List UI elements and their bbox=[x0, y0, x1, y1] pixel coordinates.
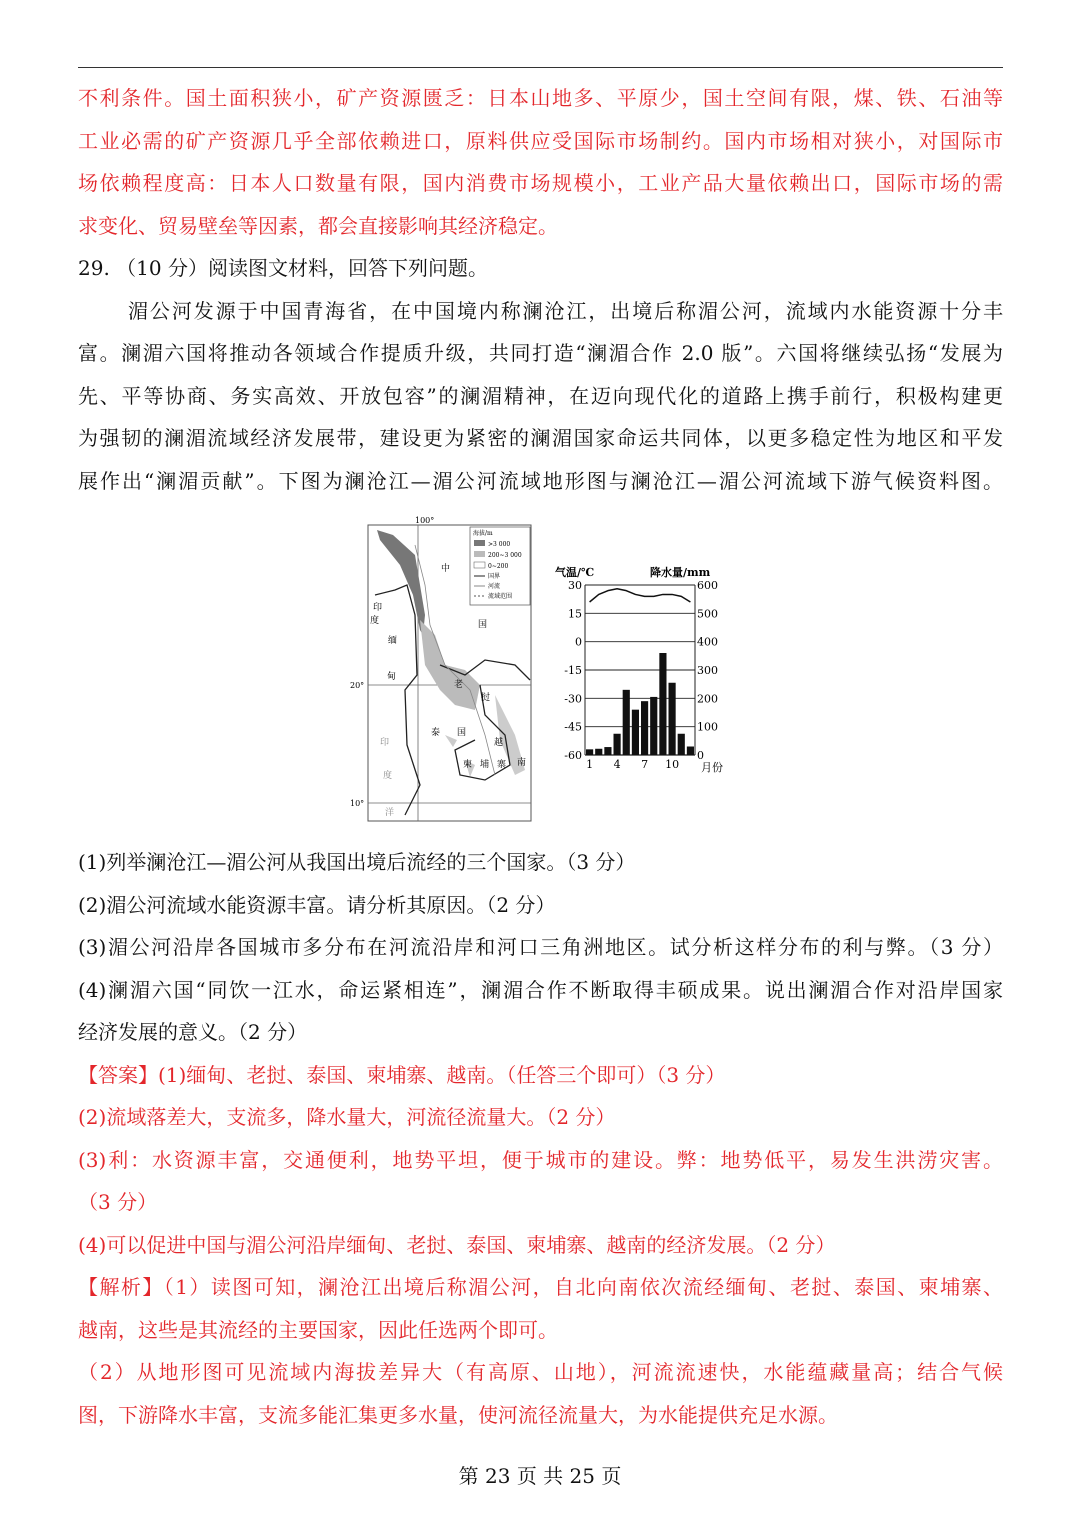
y-tick-label: 30 bbox=[568, 579, 582, 592]
y2-tick-label: 200 bbox=[697, 692, 718, 706]
text-line: 富。澜湄六国将推动各领域合作提质升级，共同打造“澜湄合作 2.0 版”。六国将继续弘扬“发展为 bbox=[78, 341, 1003, 365]
place-label: 甸 bbox=[387, 672, 397, 682]
x-axis-label: 月份 bbox=[701, 761, 723, 774]
text-line: 湄公河发源于中国青海省，在中国境内称澜沧江，出境后称湄公河，流域内水能资源十分丰 bbox=[128, 298, 1003, 323]
answer-line: (4)可以促进中国与湄公河沿岸缅甸、老挝、泰国、柬埔寨、越南的经济发展。（2 分） bbox=[78, 1232, 836, 1257]
y2-tick-label: 500 bbox=[697, 607, 718, 621]
x-tick-label: 10 bbox=[665, 758, 680, 771]
latitude-label: 20° bbox=[350, 681, 365, 690]
question-header: 29. （10 分）阅读图文材料，回答下列问题。 bbox=[78, 256, 488, 280]
y2-tick-label: 600 bbox=[697, 579, 718, 592]
precip-bar bbox=[641, 701, 648, 755]
place-label: 老 bbox=[454, 680, 464, 690]
text-line: 先、平等协商、务实高效、开放包容”的澜湄精神，在迈向现代化的道路上携手前行，积极构建更 bbox=[78, 383, 1003, 408]
y-axis-label: 气温/℃ bbox=[555, 566, 595, 579]
place-label: 印 bbox=[380, 738, 390, 748]
legend-item: 流域范围 bbox=[488, 593, 513, 600]
previous-answer bbox=[78, 77, 1003, 502]
y-tick-label: -30 bbox=[564, 692, 582, 706]
question-item: (1)列举澜沧江—湄公河从我国出境后流经的三个国家。（3 分） bbox=[78, 850, 636, 874]
text-line: 场依赖程度高：日本人口数量有限，国内消费市场规模小，工业产品大量依赖出口，国际市场的需 bbox=[78, 171, 1003, 195]
answer-line: 【答案】(1)缅甸、老挝、泰国、柬埔寨、越南。（任答三个即可）（3 分） bbox=[78, 1062, 726, 1087]
place-label: 洋 bbox=[385, 808, 395, 818]
y-tick-label: 0 bbox=[575, 635, 582, 649]
precip-bar bbox=[595, 749, 602, 755]
place-label: 度 bbox=[370, 616, 380, 626]
place-label: 埔 bbox=[480, 760, 490, 770]
header-rule bbox=[78, 67, 1003, 68]
text-line: 展作出“澜湄贡献”。下图为澜沧江—湄公河流域地形图与澜沧江—湄公河流域下游气候资料图。 bbox=[78, 468, 1003, 493]
place-label: 寨 bbox=[497, 760, 507, 770]
place-label: 柬 bbox=[463, 760, 473, 770]
legend-item: >3 000 bbox=[488, 541, 511, 548]
analysis-line: 越南，这些是其流经的主要国家，因此任选两个即可。 bbox=[78, 1317, 558, 1342]
x-tick-label: 7 bbox=[641, 758, 649, 771]
y2-tick-label: 100 bbox=[697, 720, 718, 734]
page-footer: 第 23 页 共 25 页 bbox=[458, 1464, 622, 1488]
y-tick-label: -15 bbox=[564, 664, 582, 677]
temperature-line bbox=[590, 589, 691, 602]
place-label: 印 bbox=[373, 603, 383, 613]
analysis-line: 图，下游降水丰富，支流多能汇集更多水量，使河流径流量大，为水能提供充足水源。 bbox=[78, 1402, 838, 1427]
question-item: (4)澜湄六国“同饮一江水，命运紧相连”，澜湄合作不断取得丰硕成果。说出澜湄合作对沿岸国家 bbox=[78, 977, 1003, 1002]
precip-bar bbox=[678, 734, 685, 755]
latitude-label: 10° bbox=[350, 799, 365, 808]
legend-item: 200~3 000 bbox=[488, 552, 522, 559]
place-label: 越 bbox=[494, 738, 504, 748]
place-label: 泰 bbox=[431, 728, 441, 738]
precip-bar bbox=[650, 697, 657, 755]
question-item: (2)湄公河流域水能资源丰富。请分析其原因。（2 分） bbox=[78, 892, 556, 917]
answer-line: （3 分） bbox=[78, 1190, 158, 1214]
answer-line: (2)流域落差大，支流多，降水量大，河流径流量大。（2 分） bbox=[78, 1105, 616, 1129]
question-item: (3)湄公河沿岸各国城市多分布在河流沿岸和河口三角洲地区。试分析这样分布的利与弊。（3 分） bbox=[78, 935, 1003, 959]
climate-chart bbox=[555, 560, 735, 830]
text-line: 不利条件。国土面积狭小，矿产资源匮乏：日本山地多、平原少，国土空间有限，煤、铁、石油等 bbox=[78, 86, 1003, 110]
place-label: 挝 bbox=[481, 693, 491, 703]
answer-line: (3)利：水资源丰富，交通便利，地势平坦，便于城市的建设。弊：地势低平，易发生洪涝灾害。 bbox=[78, 1147, 1003, 1172]
text-line: 为强韧的澜湄流域经济发展带，建设更为紧密的澜湄国家命运共同体，以更多稳定性为地区和平发 bbox=[78, 426, 1003, 450]
questions bbox=[78, 841, 1003, 1436]
precip-bar bbox=[586, 749, 593, 755]
y2-tick-label: 300 bbox=[697, 664, 718, 677]
place-label: 缅 bbox=[388, 636, 398, 646]
x-tick-label: 1 bbox=[586, 758, 594, 771]
legend-item: 0~200 bbox=[488, 563, 509, 570]
y-tick-label: 15 bbox=[568, 607, 582, 621]
precip-bar bbox=[614, 734, 621, 755]
x-tick-label: 4 bbox=[613, 758, 621, 771]
place-label: 中 bbox=[441, 564, 451, 574]
place-label: 国 bbox=[478, 620, 488, 630]
precip-bar bbox=[659, 653, 666, 755]
figure bbox=[345, 515, 745, 827]
place-label: 南 bbox=[517, 758, 527, 768]
text-line: 工业必需的矿产资源几乎全部依赖进口，原料供应受国际市场制约。国内市场相对狭小，对国际市 bbox=[78, 128, 1003, 153]
precip-bar bbox=[604, 747, 611, 755]
precip-bar bbox=[623, 690, 630, 755]
precip-bar bbox=[632, 710, 639, 755]
longitude-label: 100° bbox=[415, 516, 435, 525]
y2-axis-label: 降水量/mm bbox=[650, 566, 711, 579]
place-label: 国 bbox=[457, 728, 467, 738]
precip-bar bbox=[687, 747, 694, 756]
text-line: 求变化、贸易壁垒等因素，都会直接影响其经济稳定。 bbox=[78, 213, 558, 238]
terrain-map bbox=[345, 515, 535, 825]
legend-title: 海拔/m bbox=[473, 530, 493, 537]
question-item: 经济发展的意义。（2 分） bbox=[78, 1020, 308, 1044]
place-label: 度 bbox=[383, 771, 393, 781]
analysis-line: （2）从地形图可见流域内海拔差异大（有高原、山地），河流流速快，水能蕴藏量高；结合气候 bbox=[78, 1360, 1003, 1384]
y-tick-label: -60 bbox=[564, 749, 582, 762]
legend-item: 国界 bbox=[488, 573, 501, 580]
precip-bar bbox=[669, 683, 676, 755]
y2-tick-label: 400 bbox=[697, 635, 718, 649]
legend-item: 河流 bbox=[488, 583, 501, 590]
y2-tick-label: 0 bbox=[697, 749, 704, 762]
y-tick-label: -45 bbox=[564, 720, 582, 734]
analysis-line: 【解析】（1）读图可知，澜沧江出境后称湄公河，自北向南依次流经缅甸、老挝、泰国、柬埔寨、 bbox=[78, 1275, 1003, 1299]
